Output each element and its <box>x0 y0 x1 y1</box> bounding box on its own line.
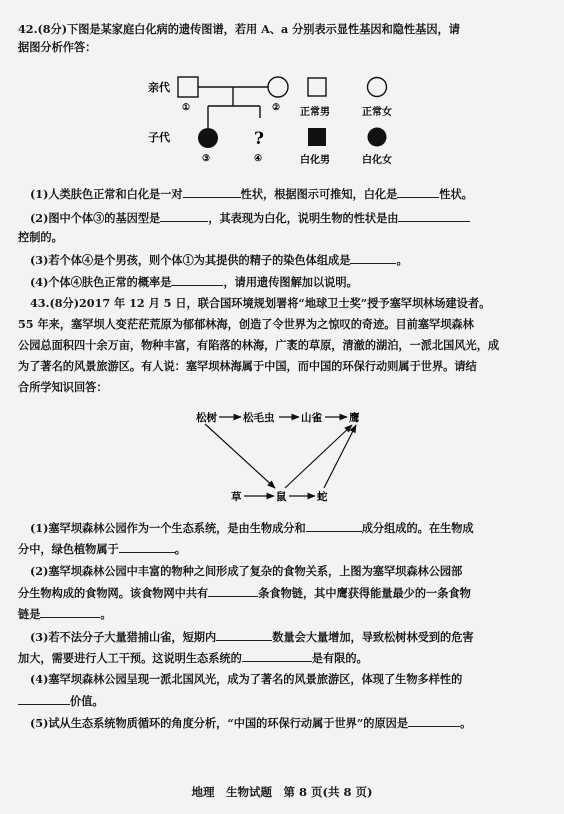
node-pine: 松树 <box>196 412 217 424</box>
node-mouse: 鼠 <box>276 491 287 503</box>
legend-normal-male-label: 正常男 <box>300 107 330 118</box>
legend-normal-male-symbol <box>308 78 326 96</box>
answer-blank[interactable] <box>160 210 208 222</box>
legend-normal-female-symbol <box>368 78 387 97</box>
gen-parent-label: 亲代 <box>148 81 170 94</box>
arrow-snake-eagle <box>324 425 356 488</box>
q43-p5: 合所学知识回答： <box>18 380 108 394</box>
individual-4-number: ④ <box>254 154 263 164</box>
q42-s4: (4)个体④肤色正常的概率是 ，请用遗传图解加以说明。 <box>30 275 358 289</box>
node-eagle: 鹰 <box>349 412 360 424</box>
node-caterpillar: 松毛虫 <box>243 412 275 424</box>
answer-blank[interactable] <box>350 252 396 264</box>
arrow-pine-mouse <box>205 424 275 488</box>
q43-s1: (1)塞罕坝森林公园作为一个生态系统，是由生物成分和 成分组成的。在生物成 <box>30 521 474 535</box>
answer-blank[interactable] <box>306 520 362 532</box>
individual-1-number: ① <box>182 103 191 113</box>
individual-3-number: ③ <box>202 154 211 164</box>
legend-albino-male-symbol <box>308 128 326 146</box>
q43-p2: 55 年来，塞罕坝人变茫茫荒原为郁郁林海，创造了令世界为之惊叹的奇迹。目前塞罕坝森林 <box>18 317 474 331</box>
q43-p1: 43.(8分)2017 年 12 月 5 日，联合国环境规划署将“地球卫士奖”授予塞罕坝林场建设者。 <box>30 296 491 310</box>
answer-blank[interactable] <box>398 210 470 222</box>
q43-s4: (4)塞罕坝森林公园呈现一派北国风光，成为了著名的风景旅游区，体现了生物多样性的 <box>30 672 463 686</box>
q43-s2-cont2: 链是 。 <box>18 607 112 621</box>
q42-s2-cont: 控制的。 <box>18 230 63 244</box>
q42-s1: (1)人类肤色正常和白化是一对 性状，根据图示可推知，白化是 性状。 <box>30 187 473 201</box>
q43-p4: 为了著名的风景旅游区。有人说：塞罕坝林海属于中国，而中国的环保行动则属于世界。请结 <box>18 359 477 373</box>
q43-s2-cont: 分生物构成的食物网。该食物网中共有 条食物链，其中鹰获得能量最少的一条食物 <box>18 586 471 600</box>
individual-2-normal-female <box>268 77 288 97</box>
answer-blank[interactable] <box>216 629 272 641</box>
answer-blank[interactable] <box>171 274 223 286</box>
answer-blank[interactable] <box>183 186 241 198</box>
q43-s3-cont: 加大，需要进行人工干预。这说明生态系统的 是有限的。 <box>18 651 368 665</box>
answer-blank[interactable] <box>40 606 100 618</box>
node-sparrow: 山雀 <box>301 412 322 424</box>
individual-4-unknown: ? <box>254 129 264 149</box>
legend-albino-female-label: 白化女 <box>362 155 392 166</box>
food-web-diagram <box>0 400 564 510</box>
node-grass: 草 <box>231 491 242 503</box>
individual-2-number: ② <box>272 103 281 113</box>
q43-s5: (5)试从生态系统物质循环的角度分析，“中国的环保行动属于世界”的原因是 。 <box>30 716 472 730</box>
page-footer: 地理 生物试题 第 8 页(共 8 页) <box>191 785 373 799</box>
individual-3-albino-female <box>198 128 218 148</box>
legend-albino-female-symbol <box>368 128 387 147</box>
legend-normal-female-label: 正常女 <box>362 107 392 118</box>
q42-intro-line1: 42.(8分)下图是某家庭白化病的遗传图谱，若用 A、a 分别表示显性基因和隐性基因，请 <box>18 22 460 36</box>
q43-s3: (3)若不法分子大量猎捕山雀，短期内 数量会大量增加，导致松树林受到的危害 <box>30 630 474 644</box>
answer-blank[interactable] <box>408 715 460 727</box>
q43-s4-cont: 价值。 <box>18 693 104 708</box>
q43-s2: (2)塞罕坝森林公园中丰富的物种之间形成了复杂的食物关系，上图为塞罕坝森林公园部 <box>30 564 463 578</box>
gen-child-label: 子代 <box>148 131 170 144</box>
answer-blank[interactable] <box>18 693 70 705</box>
q42-s2: (2)图中个体③的基因型是 ，其表现为白化，说明生物的性状是由 <box>30 210 470 225</box>
answer-blank[interactable] <box>242 650 312 662</box>
pedigree-chart <box>0 60 564 175</box>
q42-s3: (3)若个体④是个男孩，则个体①为其提供的精子的染色体组成是 。 <box>30 253 408 267</box>
answer-blank[interactable] <box>397 186 439 198</box>
node-snake: 蛇 <box>317 491 328 503</box>
q43-p3: 公园总面积四十余万亩，物种丰富，有陷落的林海，广袤的草原，清澈的湖泊，一派北国风光，成 <box>18 338 500 352</box>
answer-blank[interactable] <box>208 585 258 597</box>
legend-albino-male-label: 白化男 <box>300 155 330 166</box>
individual-1-normal-male <box>178 77 198 97</box>
q42-intro-line2: 据图分析作答： <box>18 40 97 54</box>
q43-s1-cont: 分中，绿色植物属于 。 <box>18 542 186 556</box>
arrow-mouse-eagle <box>285 425 352 488</box>
answer-blank[interactable] <box>119 541 175 553</box>
